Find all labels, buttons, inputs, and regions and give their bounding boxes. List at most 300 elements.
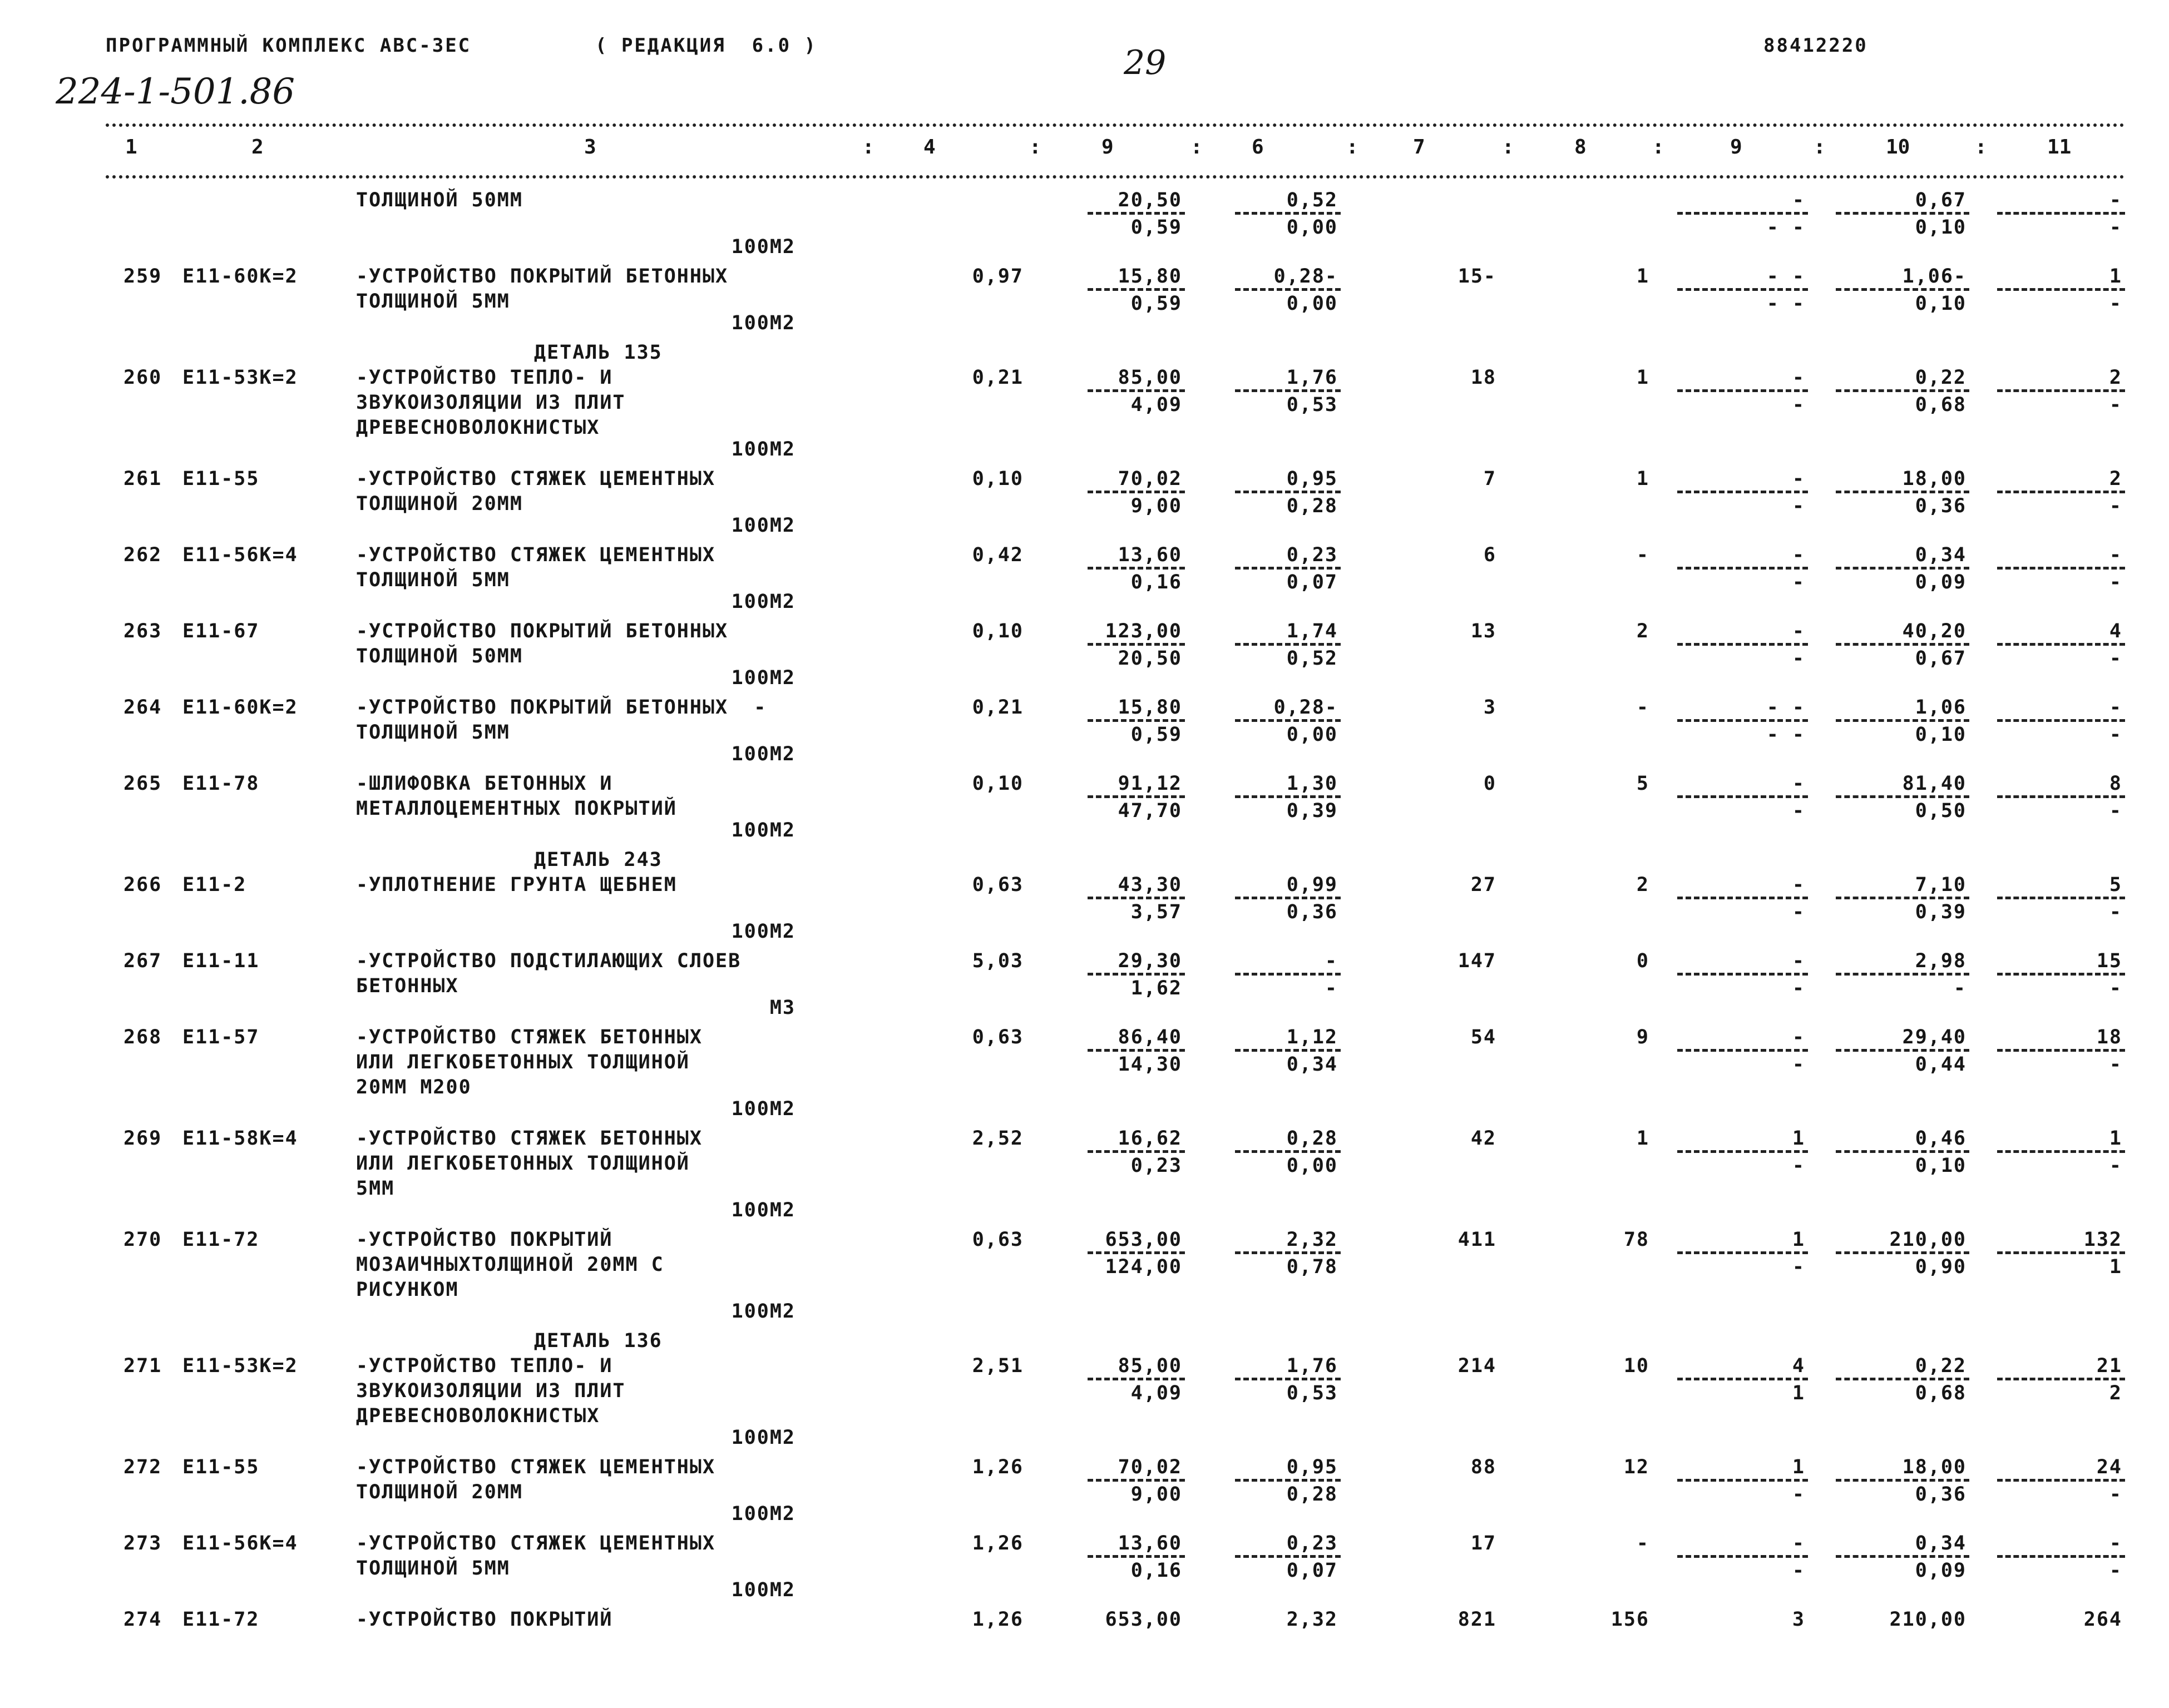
row-unit: 100М2 [731,236,796,258]
col-11-second-value: - [2109,977,2122,999]
col-9-value: - [1792,950,1805,972]
col-9-value: - [1792,189,1805,211]
cell-divider [1836,795,1969,798]
cell-divider [1836,389,1969,392]
work-description-line: ТОЛЩИНОЙ 20ММ [356,493,523,515]
cell-divider [1836,212,1969,215]
column-separator: : [862,136,874,159]
col-10-second-value: 0,44 [1915,1053,1967,1076]
column-header-1: 1 [125,136,137,159]
column-header-5: 9 [1101,136,1114,159]
cell-divider [1997,1555,2125,1558]
row-code: Е11-60К=2 [182,265,298,288]
document-code: 88412220 [1763,34,1868,57]
work-description-line: -ШЛИФОВКА БЕТОННЫХ И [356,773,613,795]
col-9-value: - [1792,620,1805,642]
cell-divider [1997,1479,2125,1482]
col-6-second-value: 0,34 [1286,1053,1338,1076]
col-10-value: 210,00 [1889,1229,1967,1251]
col-9-second-value: - [1792,1256,1805,1278]
cell-divider [1677,795,1808,798]
cell-divider [1088,1049,1185,1052]
cell-divider [1088,1150,1185,1153]
row-code: Е11-72 [182,1608,260,1631]
cell-divider [1836,491,1969,493]
work-description-line: -УСТРОЙСТВО ПОДСТИЛАЮЩИХ СЛОЕВ [356,950,742,972]
col-7-value: 88 [1470,1456,1496,1478]
col-5-second-value: 0,59 [1130,724,1182,746]
col-4-value: 1,26 [972,1608,1024,1631]
col-11-value: 8 [2109,773,2122,795]
col-11-value: 4 [2109,620,2122,642]
col-6-value: 0,23 [1286,1532,1338,1554]
cell-divider [1088,1251,1185,1254]
col-10-value: 0,34 [1915,544,1967,566]
column-separator: : [1814,136,1826,159]
detail-heading: ДЕТАЛЬ 136 [534,1330,663,1352]
col-7-value: 17 [1470,1532,1496,1554]
col-8-value: 5 [1636,773,1649,795]
column-separator: : [1652,136,1664,159]
cell-divider [1088,212,1185,215]
col-4-value: 0,21 [972,367,1024,389]
row-number: 271 [123,1355,162,1377]
col-5-second-value: 3,57 [1130,901,1182,923]
cell-divider [1088,1555,1185,1558]
cell-divider [1677,567,1808,570]
col-6-value: 2,32 [1286,1608,1338,1631]
col-5-second-value: 4,09 [1130,1382,1182,1404]
col-7-value: 821 [1457,1608,1496,1631]
col-7-value: 0 [1483,773,1496,795]
cell-divider [1677,643,1808,646]
row-unit: 100М2 [731,438,796,461]
col-5-value: 85,00 [1118,367,1182,389]
cell-divider [1235,567,1341,570]
col-10-value: 81,40 [1902,773,1967,795]
col-6-second-value: 0,39 [1286,800,1338,822]
row-unit: 100М2 [731,1300,796,1323]
cell-divider [1235,1479,1341,1482]
col-5-second-value: 124,00 [1105,1256,1182,1278]
col-11-value: 5 [2109,874,2122,896]
row-number: 272 [123,1456,162,1478]
row-code: Е11-78 [182,773,260,795]
work-description-line: -УСТРОЙСТВО СТЯЖЕК ЦЕМЕНТНЫХ [356,1456,716,1478]
col-8-value: 0 [1636,950,1649,972]
cell-divider [1235,1150,1341,1153]
work-description-line: ИЛИ ЛЕГКОБЕТОННЫХ ТОЛЩИНОЙ [356,1152,690,1175]
col-8-value: 9 [1636,1026,1649,1048]
row-number: 266 [123,874,162,896]
work-description-line: -УПЛОТНЕНИЕ ГРУНТА ЩЕБНЕМ [356,874,677,896]
cell-divider [1235,212,1341,215]
work-description-line: ТОЛЩИНОЙ 5ММ [356,1557,510,1580]
col-5-second-value: 0,16 [1130,571,1182,593]
cell-divider [1677,973,1808,976]
row-code: Е11-56К=4 [182,1532,298,1554]
col-9-second-value: - - [1766,293,1805,315]
col-6-second-value: 0,52 [1286,647,1338,670]
col-9-value: - [1792,874,1805,896]
row-code: Е11-56К=4 [182,544,298,566]
col-4-value: 0,21 [972,696,1024,719]
program-title: ПРОГРАММНЫЙ КОМПЛЕКС АВС-ЗЕС [106,34,472,57]
col-4-value: 0,10 [972,620,1024,642]
work-description-line: ТОЛЩИНОЙ 50ММ [356,645,523,667]
row-code: Е11-11 [182,950,260,972]
row-number: 264 [123,696,162,719]
cell-divider [1836,567,1969,570]
column-header-8: 8 [1574,136,1587,159]
col-10-second-value: 0,36 [1915,1483,1967,1506]
cell-divider [1088,643,1185,646]
col-4-value: 0,97 [972,265,1024,288]
work-description-line: ТОЛЩИНОЙ 50ММ [356,189,523,211]
col-8-value: 10 [1623,1355,1649,1377]
row-number: 261 [123,468,162,490]
col-4-value: 0,63 [972,1026,1024,1048]
col-10-second-value: - [1953,977,1967,999]
work-description-line: -УСТРОЙСТВО ПОКРЫТИЙ БЕТОННЫХ [356,265,729,288]
row-unit: 100М2 [731,591,796,613]
col-7-value: 15- [1457,265,1496,288]
row-code: Е11-2 [182,874,247,896]
col-9-second-value: - [1792,571,1805,593]
col-9-second-value: - [1792,394,1805,416]
col-8-value: 1 [1636,1127,1649,1150]
col-9-value: - [1792,1026,1805,1048]
row-code: Е11-53К=2 [182,1355,298,1377]
col-6-second-value: 0,07 [1286,571,1338,593]
col-11-value: 2 [2109,468,2122,490]
col-9-value: - - [1766,696,1805,719]
col-6-second-value: 0,53 [1286,1382,1338,1404]
col-8-value: 156 [1610,1608,1649,1631]
cell-divider [1677,1150,1808,1153]
col-5-second-value: 47,70 [1118,800,1182,822]
col-11-second-value: - [2109,293,2122,315]
cell-divider [1235,973,1341,976]
col-10-value: 1,06 [1915,696,1967,719]
col-4-value: 2,51 [972,1355,1024,1377]
col-7-value: 7 [1483,468,1496,490]
col-4-value: 0,63 [972,874,1024,896]
row-number: 259 [123,265,162,288]
col-7-value: 147 [1457,950,1496,972]
col-10-value: 2,98 [1915,950,1967,972]
column-separator: : [1502,136,1514,159]
header-top-rule [106,123,2125,127]
col-10-second-value: 0,39 [1915,901,1967,923]
col-4-value: 0,63 [972,1229,1024,1251]
work-description-line: МОЗАИЧНЫХТОЛЩИНОЙ 20ММ С [356,1254,664,1276]
row-number: 273 [123,1532,162,1554]
col-11-second-value: - [2109,216,2122,239]
col-9-second-value: - [1792,1155,1805,1177]
col-6-value: 0,28- [1273,696,1338,719]
column-header-6: 6 [1252,136,1264,159]
col-6-second-value: 0,00 [1286,1155,1338,1177]
col-9-second-value: - [1792,1560,1805,1582]
work-description-line: -УСТРОЙСТВО ПОКРЫТИЙ БЕТОННЫХ [356,620,729,642]
col-10-second-value: 0,10 [1915,216,1967,239]
col-6-value: - [1325,950,1338,972]
col-6-value: 1,30 [1286,773,1338,795]
row-unit: 100М2 [731,1503,796,1525]
col-6-second-value: 0,28 [1286,495,1338,517]
col-11-value: 18 [2096,1026,2122,1048]
cell-divider [1997,897,2125,899]
row-number: 269 [123,1127,162,1150]
col-7-value: 214 [1457,1355,1496,1377]
cell-divider [1235,1049,1341,1052]
col-11-value: - [2109,544,2122,566]
row-unit: 100М2 [731,1199,796,1221]
col-6-second-value: 0,53 [1286,394,1338,416]
col-5-value: 15,80 [1118,696,1182,719]
work-description-line: -УСТРОЙСТВО СТЯЖЕК БЕТОННЫХ [356,1026,703,1048]
cell-divider [1677,719,1808,722]
col-9-value: - - [1766,265,1805,288]
col-5-value: 85,00 [1118,1355,1182,1377]
cell-divider [1997,795,2125,798]
cell-divider [1235,1251,1341,1254]
work-description-line: -УСТРОЙСТВО ПОКРЫТИЙ [356,1608,613,1631]
cell-divider [1677,1479,1808,1482]
cell-divider [1836,973,1969,976]
cell-divider [1088,973,1185,976]
cell-divider [1677,389,1808,392]
cell-divider [1677,212,1808,215]
row-unit: 100М2 [731,312,796,334]
work-description-line: ЗВУКОИЗОЛЯЦИИ ИЗ ПЛИТ [356,392,626,414]
col-10-value: 7,10 [1915,874,1967,896]
col-6-value: 0,99 [1286,874,1338,896]
col-11-value: 21 [2096,1355,2122,1377]
cell-divider [1997,212,2125,215]
col-10-second-value: 0,67 [1915,647,1967,670]
col-9-value: 4 [1792,1355,1805,1377]
col-7-value: 54 [1470,1026,1496,1048]
col-6-value: 0,28 [1286,1127,1338,1150]
col-6-value: 1,76 [1286,1355,1338,1377]
col-6-value: 0,95 [1286,468,1338,490]
col-6-value: 1,74 [1286,620,1338,642]
col-11-value: 132 [2083,1229,2122,1251]
work-description-line: -УСТРОЙСТВО ПОКРЫТИЙ [356,1229,613,1251]
row-unit: М3 [769,997,796,1019]
cell-divider [1088,1479,1185,1482]
row-code: Е11-67 [182,620,260,642]
col-10-value: 0,34 [1915,1532,1967,1554]
cell-divider [1677,1378,1808,1380]
col-5-value: 653,00 [1105,1608,1182,1631]
work-description-line: ДРЕВЕСНОВОЛОКНИСТЫХ [356,1405,600,1427]
work-description-line: -УСТРОЙСТВО ТЕПЛО- И [356,1355,613,1377]
work-description-line: 20ММ М200 [356,1076,472,1098]
col-11-second-value: - [2109,724,2122,746]
row-number: 274 [123,1608,162,1631]
cell-divider [1235,795,1341,798]
col-11-second-value: - [2109,1155,2122,1177]
work-description-line: ДРЕВЕСНОВОЛОКНИСТЫХ [356,417,600,439]
cell-divider [1235,643,1341,646]
col-10-value: 210,00 [1889,1608,1967,1631]
cell-divider [1677,1251,1808,1254]
col-11-second-value: 1 [2109,1256,2122,1278]
row-number: 262 [123,544,162,566]
col-10-value: 0,22 [1915,1355,1967,1377]
work-description-line: ТОЛЩИНОЙ 5ММ [356,569,510,591]
row-number: 263 [123,620,162,642]
col-11-value: 1 [2109,1127,2122,1150]
col-6-value: 1,76 [1286,367,1338,389]
col-9-value: 3 [1792,1608,1805,1631]
cell-divider [1836,1150,1969,1153]
col-11-second-value: - [2109,800,2122,822]
col-4-value: 5,03 [972,950,1024,972]
cell-divider [1997,973,2125,976]
col-11-value: - [2109,189,2122,211]
col-11-second-value: 2 [2109,1382,2122,1404]
col-4-value: 0,42 [972,544,1024,566]
col-8-value: 78 [1623,1229,1649,1251]
work-description-line: -УСТРОЙСТВО СТЯЖЕК БЕТОННЫХ [356,1127,703,1150]
col-4-value: 0,10 [972,773,1024,795]
col-5-second-value: 1,62 [1130,977,1182,999]
cell-divider [1997,288,2125,291]
col-10-value: 18,00 [1902,1456,1967,1478]
cell-divider [1836,1049,1969,1052]
row-unit: 100М2 [731,514,796,537]
col-5-second-value: 0,59 [1130,293,1182,315]
col-7-value: 411 [1457,1229,1496,1251]
work-description-line: -УСТРОЙСТВО СТЯЖЕК ЦЕМЕНТНЫХ [356,1532,716,1554]
cell-divider [1088,288,1185,291]
col-11-value: 2 [2109,367,2122,389]
detail-heading: ДЕТАЛЬ 135 [534,341,663,364]
row-unit: 100М2 [731,1427,796,1449]
column-separator: : [1346,136,1358,159]
cell-divider [1836,1479,1969,1482]
row-unit: 100М2 [731,743,796,765]
cell-divider [1836,1378,1969,1380]
col-9-value: - [1792,544,1805,566]
cell-divider [1088,1378,1185,1380]
col-6-second-value: - [1325,977,1338,999]
col-10-value: 0,46 [1915,1127,1967,1150]
row-number: 267 [123,950,162,972]
col-5-second-value: 20,50 [1118,647,1182,670]
col-5-value: 91,12 [1118,773,1182,795]
header-bottom-rule [106,175,2125,179]
work-description-line: БЕТОННЫХ [356,975,459,997]
col-5-second-value: 9,00 [1130,495,1182,517]
edition-label: ( РЕДАКЦИЯ 6.0 ) [595,34,817,57]
col-5-value: 15,80 [1118,265,1182,288]
work-description-line: ТОЛЩИНОЙ 5ММ [356,721,510,744]
col-9-second-value: - - [1766,216,1805,239]
col-11-value: - [2109,1532,2122,1554]
col-6-value: 0,52 [1286,189,1338,211]
col-8-value: - [1636,696,1649,719]
col-5-second-value: 0,59 [1130,216,1182,239]
col-10-second-value: 0,10 [1915,724,1967,746]
col-6-second-value: 0,78 [1286,1256,1338,1278]
cell-divider [1836,1251,1969,1254]
cell-divider [1677,897,1808,899]
cell-divider [1677,288,1808,291]
cell-divider [1235,389,1341,392]
cell-divider [1997,1378,2125,1380]
col-4-value: 0,10 [972,468,1024,490]
col-10-second-value: 0,09 [1915,571,1967,593]
col-8-value: 1 [1636,367,1649,389]
row-unit: 100М2 [731,920,796,943]
row-unit: 100М2 [731,667,796,689]
cell-divider [1997,491,2125,493]
col-11-second-value: - [2109,394,2122,416]
cell-divider [1997,389,2125,392]
col-9-second-value: - [1792,647,1805,670]
column-header-9: 9 [1730,136,1742,159]
row-code: Е11-60К=2 [182,696,298,719]
cell-divider [1235,1378,1341,1380]
col-5-second-value: 0,16 [1130,1560,1182,1582]
col-11-value: - [2109,696,2122,719]
row-code: Е11-57 [182,1026,260,1048]
page-number: 29 [1124,43,1167,82]
cell-divider [1235,719,1341,722]
col-9-value: - [1792,367,1805,389]
col-5-value: 43,30 [1118,874,1182,896]
col-6-second-value: 0,00 [1286,216,1338,239]
col-5-second-value: 9,00 [1130,1483,1182,1506]
row-code: Е11-55 [182,1456,260,1478]
col-6-value: 2,32 [1286,1229,1338,1251]
cell-divider [1836,897,1969,899]
col-5-value: 70,02 [1118,1456,1182,1478]
col-9-second-value: - [1792,495,1805,517]
col-10-second-value: 0,36 [1915,495,1967,517]
col-6-second-value: 0,36 [1286,901,1338,923]
col-4-value: 1,26 [972,1456,1024,1478]
column-header-10: 10 [1886,136,1910,159]
col-10-second-value: 0,09 [1915,1560,1967,1582]
work-description-line: ИЛИ ЛЕГКОБЕТОННЫХ ТОЛЩИНОЙ [356,1051,690,1073]
col-6-second-value: 0,28 [1286,1483,1338,1506]
col-10-second-value: 0,50 [1915,800,1967,822]
work-description-line: ТОЛЩИНОЙ 5ММ [356,290,510,313]
col-6-value: 0,28- [1273,265,1338,288]
cell-divider [1235,491,1341,493]
col-8-value: 1 [1636,468,1649,490]
col-11-second-value: - [2109,1053,2122,1076]
column-header-2: 2 [251,136,264,159]
cell-divider [1836,1555,1969,1558]
col-8-value: - [1636,544,1649,566]
col-9-value: - [1792,468,1805,490]
col-5-value: 653,00 [1105,1229,1182,1251]
row-number: 265 [123,773,162,795]
col-10-value: 1,06- [1902,265,1967,288]
col-9-second-value: - [1792,1483,1805,1506]
col-8-value: 2 [1636,874,1649,896]
col-5-value: 20,50 [1118,189,1182,211]
col-9-value: - [1792,1532,1805,1554]
col-8-value: 1 [1636,265,1649,288]
